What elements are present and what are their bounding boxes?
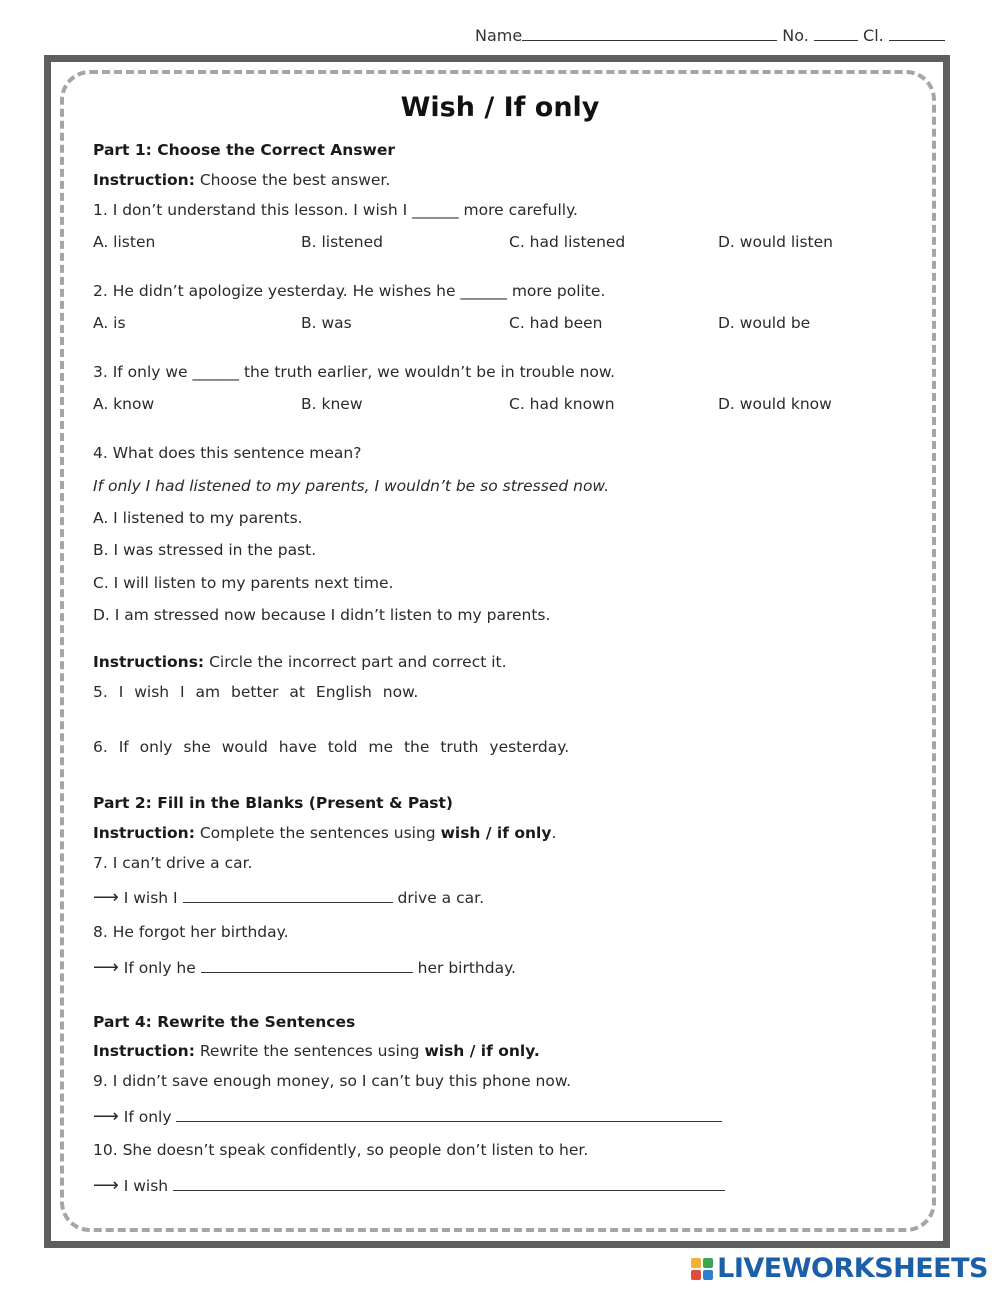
q7-suffix: drive a car. — [397, 889, 484, 907]
q4-sentence: If only I had listened to my parents, I wouldn’t be so stressed now. — [93, 477, 610, 495]
q3-option-a[interactable]: A. know — [93, 395, 155, 413]
class-blank[interactable] — [889, 26, 945, 41]
logo-square — [703, 1258, 713, 1268]
liveworksheets-logo-icon — [691, 1258, 713, 1280]
student-info-line — [475, 26, 945, 45]
instruction-keyword: wish / if only. — [424, 1042, 540, 1060]
q4-option-c[interactable]: C. I will listen to my parents next time. — [93, 574, 394, 592]
part1-instruction — [93, 171, 390, 189]
arrow-icon: ⟶ — [93, 1106, 119, 1127]
q8-blank[interactable] — [201, 957, 413, 973]
q10-blank[interactable] — [173, 1175, 725, 1191]
instruction-text: Complete the sentences using — [194, 824, 441, 842]
q4-option-b[interactable]: B. I was stressed in the past. — [93, 541, 317, 559]
question-3: 3. If only we ______ the truth earlier, we wouldn’t be in trouble now. — [93, 363, 616, 381]
number-blank[interactable] — [814, 26, 858, 41]
q2-option-d[interactable]: D. would be — [718, 314, 811, 332]
q7-answer-line — [93, 887, 484, 908]
instruction-text: Choose the best answer. — [194, 171, 391, 189]
instruction-end: . — [551, 824, 557, 842]
arrow-icon: ⟶ — [93, 887, 119, 908]
question-5[interactable]: 5. I wish I am better at English now. — [93, 683, 419, 701]
worksheet-title: Wish / If only — [400, 92, 600, 123]
q10-prefix: I wish — [123, 1177, 169, 1195]
logo-square — [703, 1270, 713, 1280]
instruction-keyword: wish / if only — [440, 824, 552, 842]
part2-instruction — [93, 824, 556, 842]
part4-heading: Part 4: Rewrite the Sentences — [93, 1013, 356, 1031]
q7-prefix: I wish I — [123, 889, 178, 907]
q2-option-c[interactable]: C. had been — [509, 314, 603, 332]
question-6[interactable]: 6. If only she would have told me the truth yesterday. — [93, 738, 570, 756]
question-9: 9. I didn’t save enough money, so I can’t buy this phone now. — [93, 1072, 572, 1090]
question-10: 10. She doesn’t speak confidently, so people don’t listen to her. — [93, 1141, 589, 1159]
arrow-icon: ⟶ — [93, 957, 119, 978]
question-2: 2. He didn’t apologize yesterday. He wishes he ______ more polite. — [93, 282, 606, 300]
question-4: 4. What does this sentence mean? — [93, 444, 362, 462]
q2-option-b[interactable]: B. was — [301, 314, 352, 332]
part4-instruction — [93, 1042, 540, 1060]
q2-option-a[interactable]: A. is — [93, 314, 126, 332]
name-label: Name — [475, 26, 523, 45]
q3-option-c[interactable]: C. had known — [509, 395, 615, 413]
q1-option-c[interactable]: C. had listened — [509, 233, 626, 251]
q8-answer-line — [93, 957, 516, 978]
part1-instruction-2 — [93, 653, 507, 671]
liveworksheets-logo — [691, 1253, 988, 1284]
number-label: No. — [782, 26, 809, 45]
q1-option-a[interactable]: A. listen — [93, 233, 156, 251]
q8-prefix: If only he — [123, 959, 196, 977]
q9-blank[interactable] — [176, 1106, 722, 1122]
question-1: 1. I don’t understand this lesson. I wish I ______ more carefully. — [93, 201, 578, 219]
q1-option-b[interactable]: B. listened — [301, 233, 383, 251]
q1-option-d[interactable]: D. would listen — [718, 233, 833, 251]
q4-option-a[interactable]: A. I listened to my parents. — [93, 509, 303, 527]
part1-heading: Part 1: Choose the Correct Answer — [93, 141, 395, 159]
part2-heading: Part 2: Fill in the Blanks (Present & Past) — [93, 794, 454, 812]
instruction-label: Instruction: — [93, 171, 195, 189]
instructions-text: Circle the incorrect part and correct it. — [204, 653, 507, 671]
q3-option-d[interactable]: D. would know — [718, 395, 832, 413]
q9-prefix: If only — [123, 1108, 172, 1126]
question-7: 7. I can’t drive a car. — [93, 854, 253, 872]
name-blank[interactable] — [522, 26, 777, 41]
logo-text: LIVEWORKSHEETS — [717, 1253, 988, 1284]
logo-square — [691, 1258, 701, 1268]
instructions-label: Instructions: — [93, 653, 205, 671]
arrow-icon: ⟶ — [93, 1175, 119, 1196]
q8-suffix: her birthday. — [417, 959, 516, 977]
q9-answer-line — [93, 1106, 722, 1127]
q10-answer-line — [93, 1175, 725, 1196]
logo-square — [691, 1270, 701, 1280]
class-label: Cl. — [863, 26, 884, 45]
q4-option-d[interactable]: D. I am stressed now because I didn’t listen to my parents. — [93, 606, 551, 624]
instruction-text: Rewrite the sentences using — [194, 1042, 425, 1060]
q7-blank[interactable] — [183, 887, 393, 903]
instruction-label: Instruction: — [93, 824, 195, 842]
q3-option-b[interactable]: B. knew — [301, 395, 363, 413]
instruction-label: Instruction: — [93, 1042, 195, 1060]
question-8: 8. He forgot her birthday. — [93, 923, 289, 941]
